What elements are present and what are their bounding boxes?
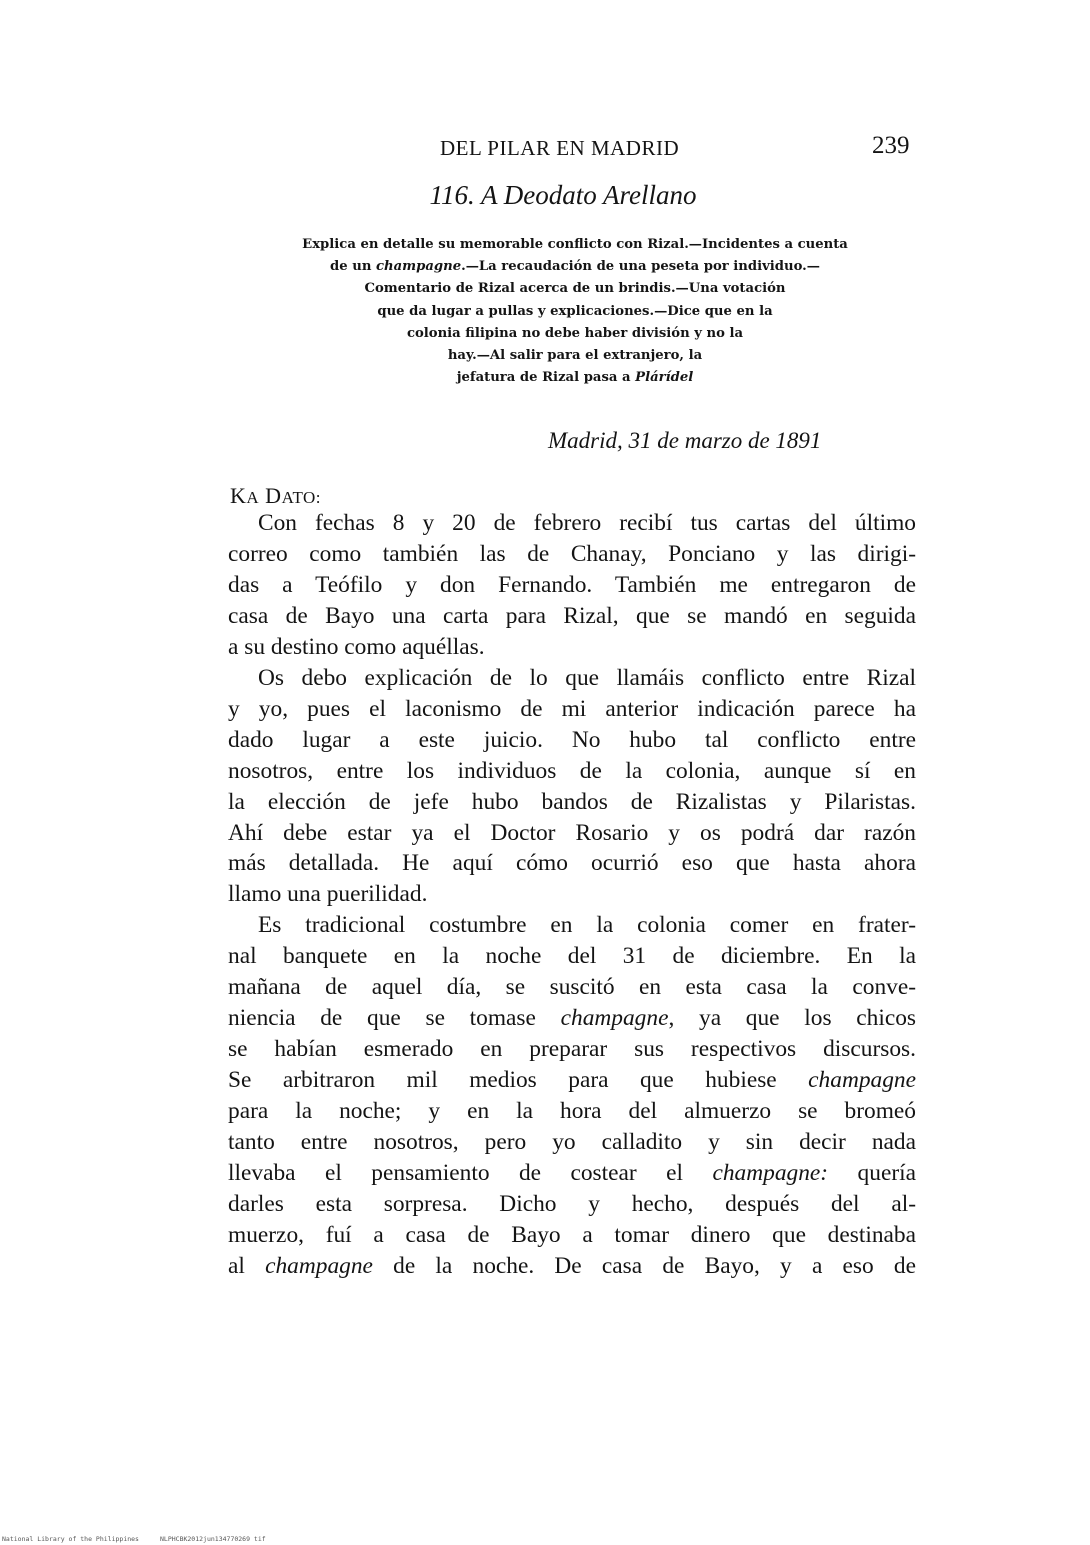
body-line-text: llevaba el pensamiento de costear el <box>228 1160 713 1187</box>
body-line-text-after: quería <box>828 1160 916 1187</box>
body-line <box>228 539 916 570</box>
body-line-text: Es tradicional costumbre en la colonia comer en frater- <box>258 912 916 939</box>
body-line <box>228 848 916 879</box>
body-line-text: más detallada. He aquí cómo ocurrió eso que hasta ahora <box>228 850 916 877</box>
scan-footer <box>0 1535 1090 1545</box>
body-line <box>228 910 916 941</box>
salutation-rest-1: A <box>246 488 260 507</box>
page-number: 239 <box>872 132 910 159</box>
body-line-text: a su destino como aquéllas. <box>228 633 485 660</box>
body-line <box>228 570 916 601</box>
summary-line-text: hay.—Al salir para el extranjero, la <box>447 348 703 364</box>
body-line-text: tanto entre nosotros, pero yo calladito y sin decir nada <box>228 1129 916 1156</box>
body-line <box>228 972 916 1003</box>
summary-line-italic: champagne <box>376 259 462 275</box>
footer-library: National Library of the Philippines <box>2 1535 139 1543</box>
body-line-text: dado lugar a este juicio. No hubo tal conflicto entre <box>228 726 916 753</box>
summary-line-text: Explica en detalle su memorable conflicto con Rizal.—Incidentes a cuenta <box>302 237 848 252</box>
body-line-text: la elección de jefe hubo bandos de Rizalistas y Pilaristas. <box>228 788 916 815</box>
body-line <box>228 818 916 849</box>
body-line <box>228 1034 916 1065</box>
body-line <box>228 941 916 972</box>
body-line-italic: champagne <box>265 1252 373 1279</box>
body-line-text: para la noche; y en la hora del almuerzo se bromeó <box>228 1098 916 1125</box>
letter-title: 116. A Deodato Arellano <box>429 180 697 210</box>
body-line-text: se habían esmerado en preparar sus respectivos discursos. <box>228 1036 916 1063</box>
salutation-initial-2: D <box>265 483 282 508</box>
body-line <box>228 632 916 663</box>
body-line <box>228 508 916 539</box>
body-line-text: llamo una puerilidad. <box>228 881 428 908</box>
summary-line <box>225 256 925 278</box>
body-line <box>228 1251 916 1282</box>
body-line-text: niencia de que se tomase <box>228 1005 561 1032</box>
body-line-text: correo como también las de Chanay, Ponciano y las dirigi- <box>228 540 916 567</box>
body-line-text: y yo, pues el laconismo de mi anterior indicación parece ha <box>228 695 916 722</box>
body-line-text: al <box>228 1252 266 1279</box>
summary-line <box>225 367 925 389</box>
body-line-text: Se arbitraron mil medios para que hubiese <box>228 1067 809 1094</box>
summary-line-text: Comentario de Rizal acerca de un brindis.—Una votación <box>364 281 786 297</box>
summary-line <box>225 345 925 367</box>
summary-line-text: colonia filipina no debe haber división y no la <box>406 325 744 341</box>
summary-line <box>225 234 925 256</box>
salutation-rest-2: ATO: <box>281 488 322 507</box>
body-line <box>228 663 916 694</box>
body-line <box>228 694 916 725</box>
body-line-text: Ahí debe estar ya el Doctor Rosario y os podrá dar razón <box>228 819 916 846</box>
running-head <box>0 132 1090 162</box>
body-line-text: casa de Bayo una carta para Rizal, que se mandó en seguida <box>228 602 916 629</box>
summary-line-text: que da lugar a pullas y explicaciones.—Dice que en la <box>377 303 773 319</box>
summary-line-italic: Plárídel <box>635 370 694 386</box>
body-line-italic: champagne: <box>712 1160 829 1187</box>
salutation-initial-1: K <box>230 483 247 508</box>
body-line <box>228 1189 916 1220</box>
summary-line-text: de un <box>330 259 377 275</box>
body-line <box>228 1220 916 1251</box>
body-line <box>228 1158 916 1189</box>
body-line-text: nosotros, entre los individuos de la colonia, aunque sí en <box>228 757 916 784</box>
body-line-text-after: , ya que los chicos <box>668 1005 916 1032</box>
body-line <box>228 879 916 910</box>
body-line-text: nal banquete en la noche del 31 de diciembre. En la <box>228 943 916 970</box>
letter-body <box>228 508 916 1282</box>
body-line-text: darles esta sorpresa. Dicho y hecho, después del al- <box>228 1190 916 1217</box>
summary-line <box>225 301 925 323</box>
summary-line-text-after: .—La recaudación de una peseta por individuo.— <box>461 259 820 275</box>
footer-file-id: NLPHCBK2012jun134770269 tif <box>160 1535 266 1543</box>
body-line <box>228 756 916 787</box>
letter-salutation <box>230 483 321 509</box>
body-line-text: Os debo explicación de lo que llamáis conflicto entre Rizal <box>258 664 916 691</box>
summary-line <box>225 278 925 300</box>
summary-line <box>225 323 925 345</box>
body-line <box>228 725 916 756</box>
body-line-text: muerzo, fuí a casa de Bayo a tomar dinero que destinaba <box>228 1221 916 1248</box>
body-line-text: das a Teófilo y don Fernando. También me entregaron de <box>228 571 916 598</box>
letter-summary <box>225 234 925 389</box>
letter-dateline: Madrid, 31 de marzo de 1891 <box>548 428 822 453</box>
summary-line-text: jefatura de Rizal pasa a <box>456 370 636 386</box>
body-line-text: mañana de aquel día, se suscitó en esta casa la conve- <box>228 974 916 1001</box>
body-line <box>228 1065 916 1096</box>
body-line <box>228 787 916 818</box>
running-head-title: DEL PILAR EN MADRID <box>440 136 680 160</box>
body-line-italic: champagne <box>560 1005 669 1032</box>
body-line <box>228 601 916 632</box>
body-line-text: Con fechas 8 y 20 de febrero recibí tus cartas del último <box>258 510 916 536</box>
body-line <box>228 1127 916 1158</box>
body-line-italic: champagne <box>808 1067 916 1094</box>
body-line <box>228 1003 916 1034</box>
body-line-text-after: de la noche. De casa de Bayo, y a eso de <box>372 1252 916 1279</box>
body-line <box>228 1096 916 1127</box>
